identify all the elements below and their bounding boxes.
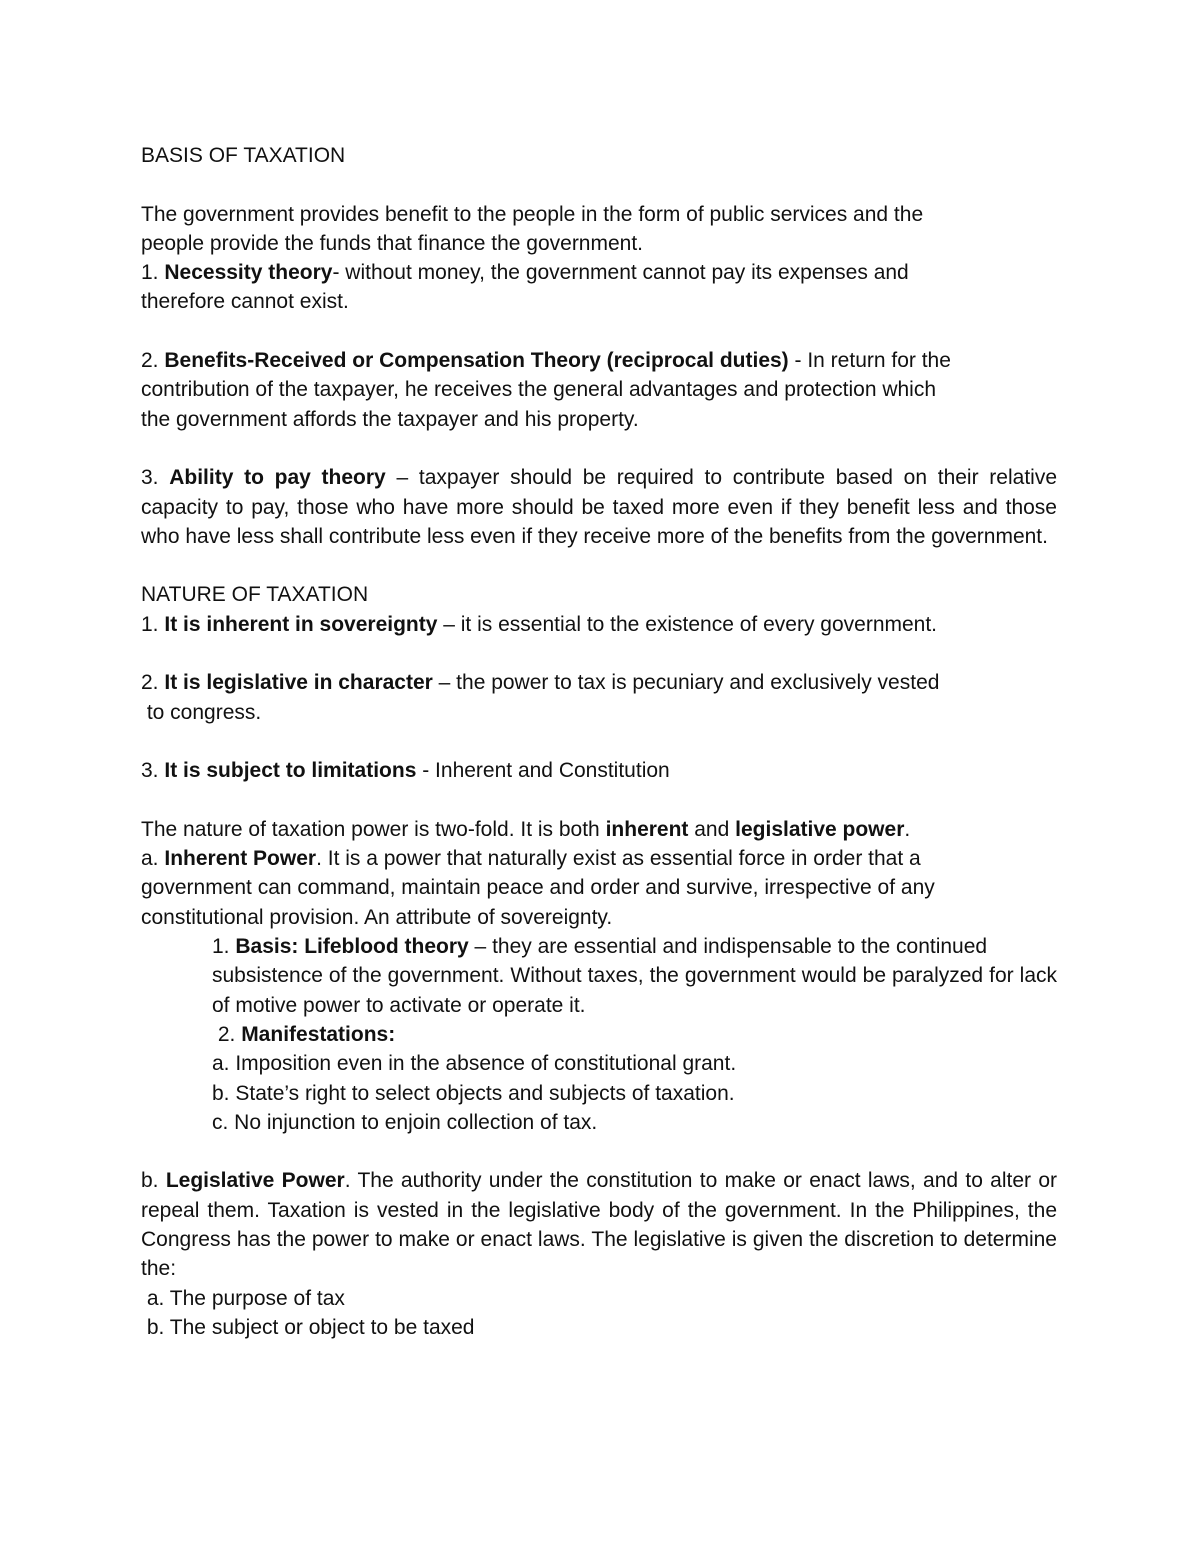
manifestation-item: b. State’s right to select objects and subjects of taxation.	[212, 1081, 735, 1105]
two-fold-text: .	[904, 817, 911, 841]
document-page	[141, 141, 1057, 1342]
inherent-power-text-3: constitutional provision. An attribute of sovereignty.	[141, 905, 613, 929]
benefits-received-text-2: contribution of the taxpayer, he receives the general advantages and protection which	[141, 378, 937, 402]
legislative-power-term: Legislative Power	[165, 1169, 345, 1193]
ability-to-pay-theory	[141, 463, 1057, 551]
spacer	[141, 786, 1057, 815]
item-number: 1.	[141, 612, 165, 636]
manifestation-item: a. Imposition even in the absence of constitutional grant.	[212, 1052, 737, 1076]
lifeblood-theory-term: Basis: Lifeblood theory	[235, 935, 469, 959]
benefits-received-theory	[141, 346, 1057, 434]
legislative-item: b. The subject or object to be taxed	[141, 1315, 475, 1339]
inherent-power-text-1: . It is a power that naturally exist as essential force in order that a	[316, 847, 921, 871]
legislative-power-text: . The authority under the constitution to make or enact laws, and to alter or repeal them. Taxation is vested in the legislative body of the government. In the Philippines, the Congress has the power to make or enact laws. The legislative is given the discretion to determine the:	[141, 1169, 1057, 1281]
legislative-item: a. The purpose of tax	[141, 1286, 345, 1310]
item-number: 2.	[141, 671, 165, 695]
item-number: 2.	[141, 349, 165, 373]
item-label: b.	[141, 1169, 166, 1193]
inherent-in-sovereignty-term: It is inherent in sovereignty	[164, 612, 438, 636]
subject-to-limitations-text: - Inherent and Constitution	[416, 759, 670, 783]
benefits-received-term: Benefits-Received or Compensation Theory (reciprocal duties)	[164, 349, 789, 373]
ability-to-pay-term: Ability to pay theory	[169, 466, 386, 490]
spacer	[141, 170, 1057, 199]
item-number: 1.	[212, 935, 236, 959]
lifeblood-theory	[212, 932, 1057, 961]
inherent-power-text-2: government can command, maintain peace and order and survive, irrespective of any	[141, 876, 935, 900]
basis-intro	[141, 200, 1057, 259]
manifestations-term: Manifestations:	[241, 1022, 396, 1046]
necessity-theory	[141, 258, 1057, 317]
item-number: 3.	[141, 759, 165, 783]
ability-to-pay-text: – taxpayer should be required to contribute based on their relative capacity to pay, those who have more should be taxed more even if they benefit less and those who have less shall contribute less even if they receive more of the benefits from the government.	[141, 466, 1057, 548]
basis-intro-line2: people provide the funds that finance the government.	[141, 231, 644, 255]
basis-heading: BASIS OF TAXATION	[141, 144, 346, 167]
two-fold-legislative: legislative power	[735, 817, 905, 841]
manifestations	[212, 1020, 1057, 1049]
item-label: a.	[141, 847, 165, 871]
spacer	[141, 434, 1057, 463]
spacer	[141, 1137, 1057, 1166]
spacer	[141, 639, 1057, 668]
subject-to-limitations	[141, 756, 1057, 785]
item-number: 1.	[141, 261, 165, 285]
lifeblood-theory-continued: subsistence of the government. Without taxes, the government would be paralyzed for lack of motive power to activate or operate it.	[212, 964, 1057, 1017]
benefits-received-text-1: - In return for the	[788, 349, 951, 373]
two-fold-text: and	[688, 817, 736, 841]
spacer	[141, 551, 1057, 580]
two-fold-statement	[141, 815, 1057, 844]
subject-to-limitations-term: It is subject to limitations	[164, 759, 417, 783]
benefits-received-text-3: the government affords the taxpayer and his property.	[141, 407, 639, 431]
inherent-in-sovereignty-text: – it is essential to the existence of every government.	[437, 612, 938, 636]
two-fold-inherent: inherent	[605, 817, 689, 841]
spacer	[141, 317, 1057, 346]
item-number: 2.	[212, 1022, 242, 1046]
inherent-power-term: Inherent Power	[164, 847, 317, 871]
item-number: 3.	[141, 466, 170, 490]
legislative-in-character-text-1: – the power to tax is pecuniary and exclusively vested	[432, 671, 940, 695]
legislative-in-character	[141, 668, 1057, 727]
inherent-power	[141, 844, 1057, 932]
basis-intro-line1: The government provides benefit to the people in the form of public services and the	[141, 202, 924, 226]
two-fold-text: The nature of taxation power is two-fold. It is both	[141, 817, 606, 841]
nature-heading: NATURE OF TAXATION	[141, 583, 369, 607]
spacer	[141, 727, 1057, 756]
inherent-power-subitems	[141, 932, 1057, 1137]
legislative-in-character-text-2: to congress.	[141, 700, 262, 724]
legislative-power	[141, 1166, 1057, 1283]
legislative-in-character-term: It is legislative in character	[164, 671, 433, 695]
necessity-theory-text-2: therefore cannot exist.	[141, 290, 349, 314]
inherent-in-sovereignty	[141, 610, 1057, 639]
necessity-theory-text-1: - without money, the government cannot pay its expenses and	[332, 261, 909, 285]
manifestation-item: c. No injunction to enjoin collection of tax.	[212, 1110, 598, 1134]
lifeblood-theory-text-1: – they are essential and indispensable to the continued	[468, 935, 988, 959]
necessity-theory-term: Necessity theory	[164, 261, 333, 285]
